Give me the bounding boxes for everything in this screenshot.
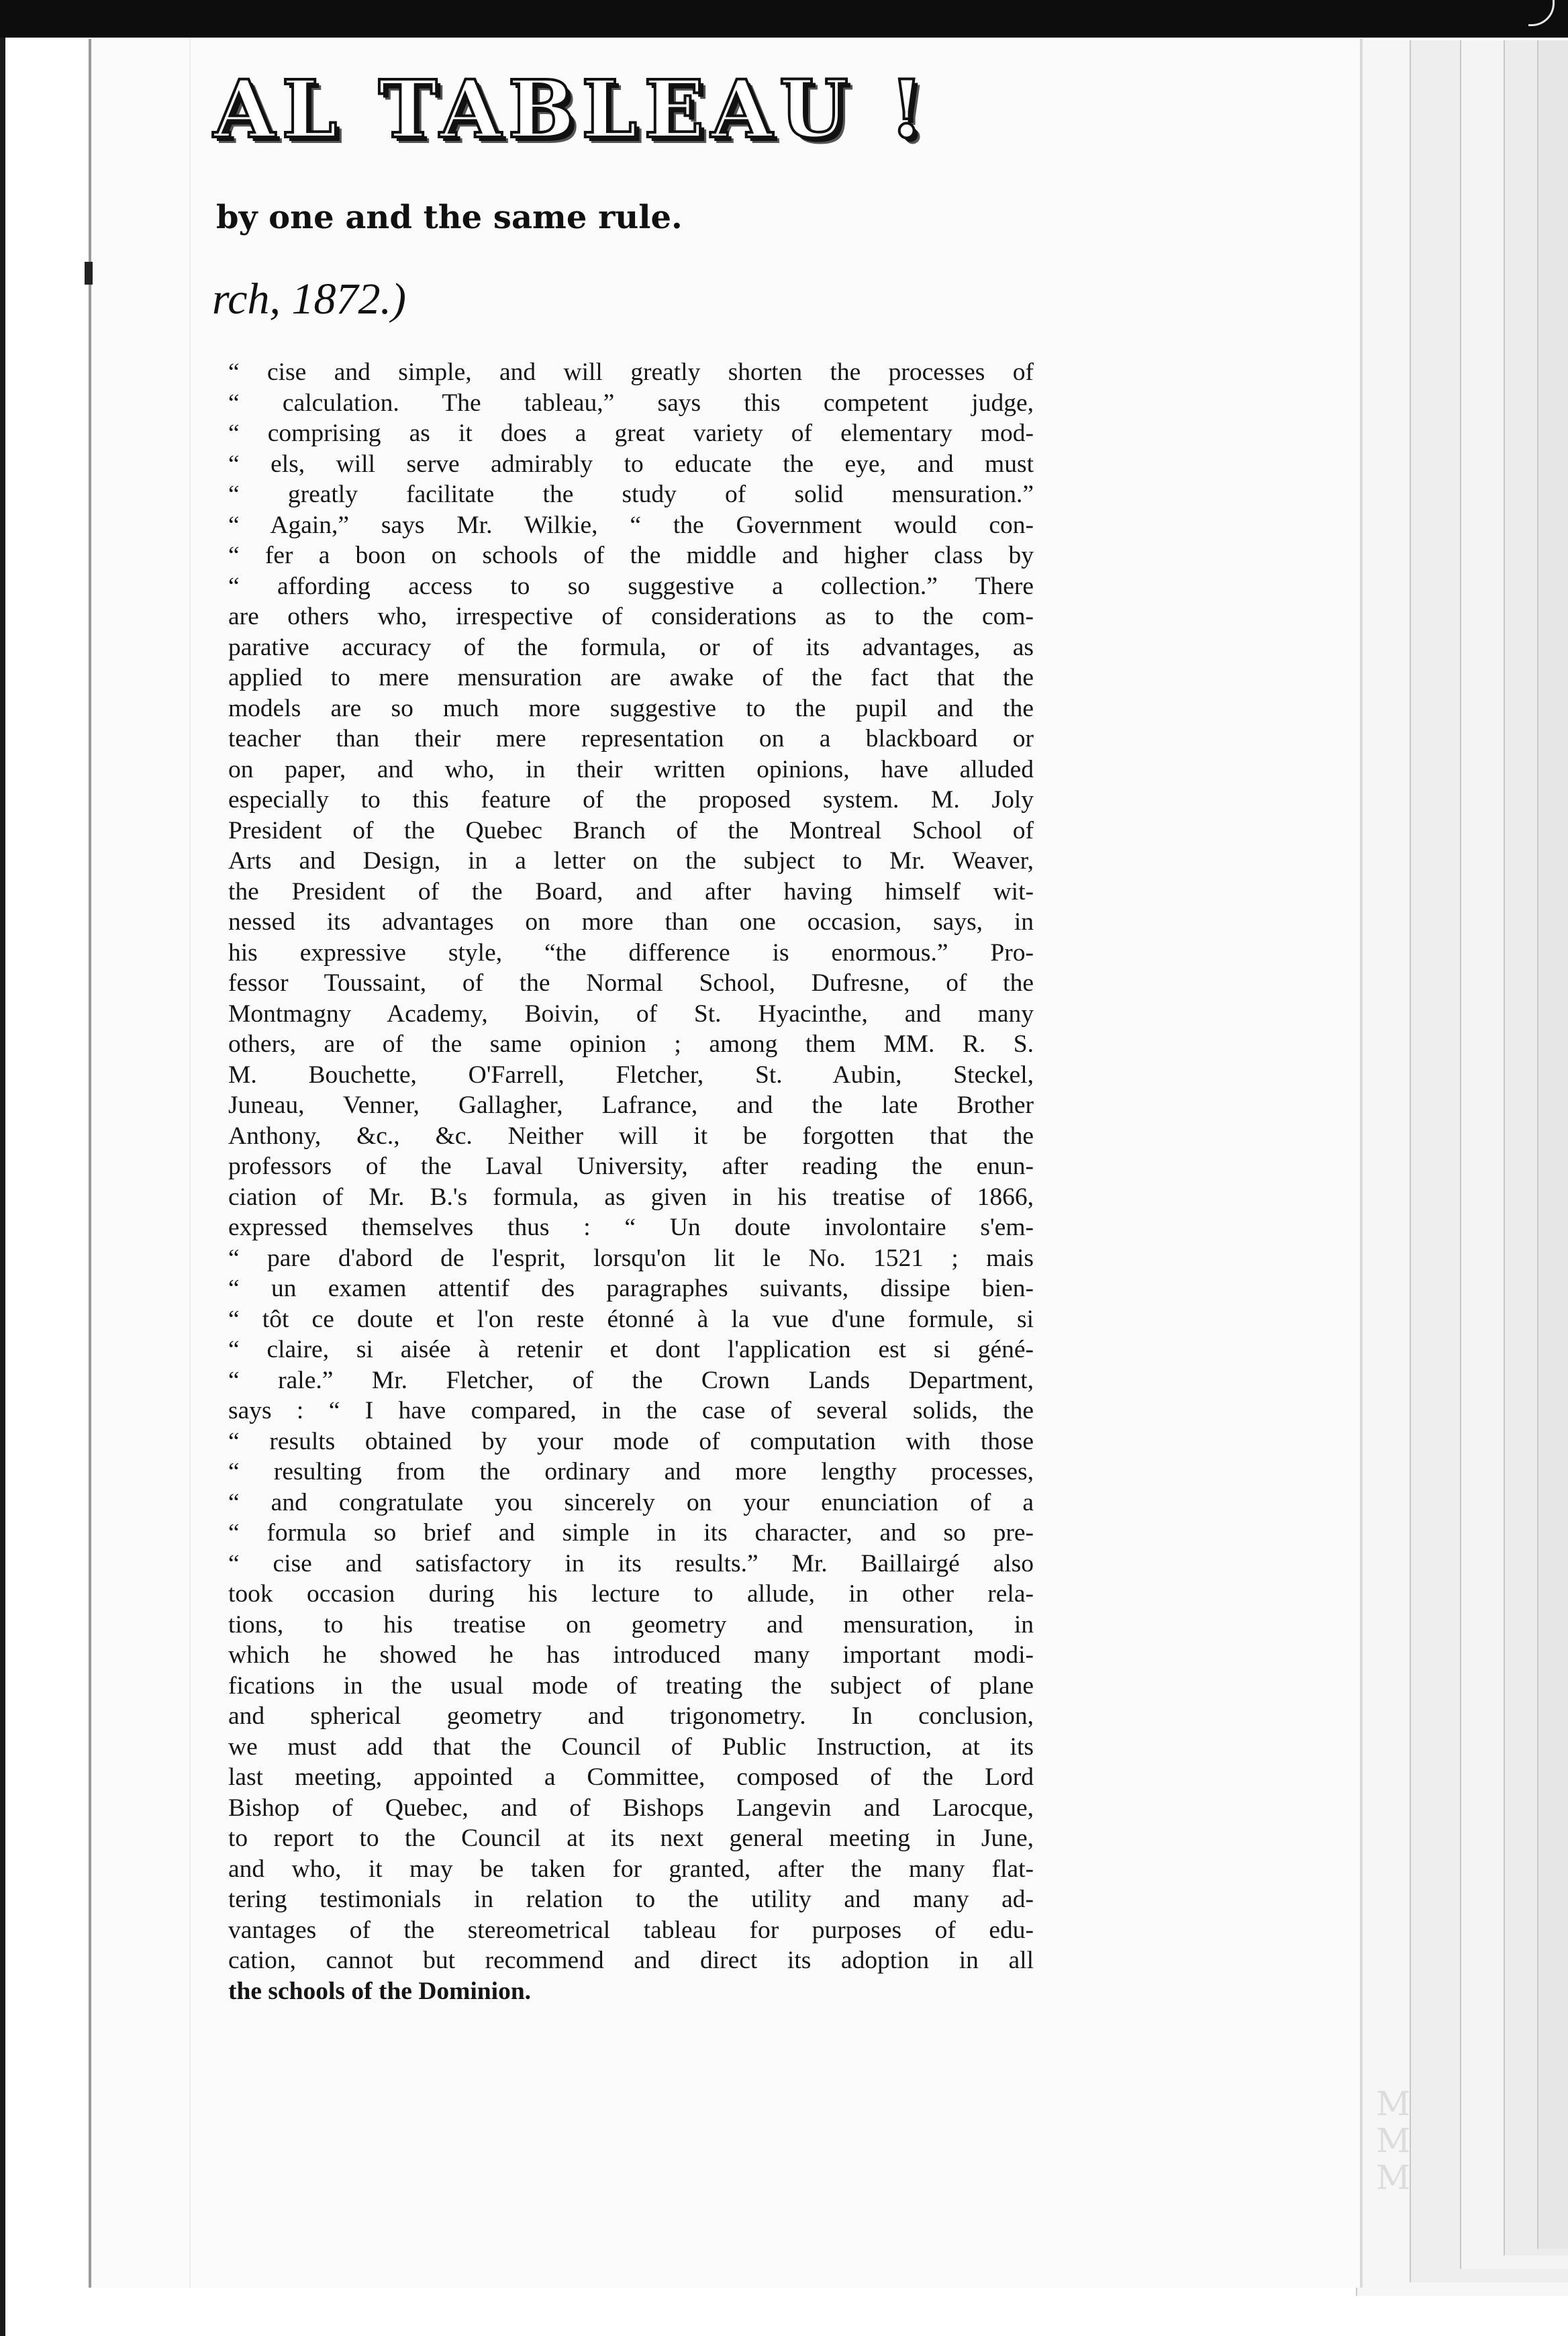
- article-line: Anthony, &c., &c. Neither will it be forgotten that the: [228, 1122, 1034, 1150]
- article-line: cation, cannot but recommend and direct its adoption in all: [228, 1947, 1034, 1974]
- article-line: on paper, and who, in their written opinions, have alluded: [228, 755, 1034, 783]
- article-line: others, are of the same opinion ; among them MM. R. S.: [228, 1030, 1034, 1058]
- article-line: teacher than their mere representation on a blackboard or: [228, 725, 1034, 752]
- article-line: last meeting, appointed a Committee, composed of the Lord: [228, 1763, 1034, 1791]
- article-line: models are so much more suggestive to the pupil and the: [228, 694, 1034, 722]
- article-line: “ greatly facilitate the study of solid mensuration.”: [228, 481, 1034, 508]
- article-line: Montmagny Academy, Boivin, of St. Hyacinthe, and many: [228, 1000, 1034, 1028]
- article-line: his expressive style, “the difference is enormous.” Pro-: [228, 938, 1034, 967]
- page-edge: [1537, 40, 1568, 2249]
- article-line: Arts and Design, in a letter on the subject to Mr. Weaver,: [228, 847, 1034, 875]
- article-line: the President of the Board, and after having himself wit-: [228, 877, 1034, 906]
- article-line: says : “ I have compared, in the case of several solids, the: [228, 1397, 1034, 1424]
- gutter-mark: [85, 262, 93, 285]
- article-line: “ claire, si aisée à retenir et dont l'application est si géné-: [228, 1336, 1034, 1363]
- article-line: we must add that the Council of Public Instruction, at its: [228, 1733, 1034, 1761]
- article-line: are others who, irrespective of considerations as to the com-: [228, 603, 1034, 630]
- scan-left-border: [0, 38, 5, 2336]
- article-line: Juneau, Venner, Gallagher, Lafrance, and the late Brother: [228, 1091, 1034, 1119]
- article-line: “ Again,” says Mr. Wilkie, “ the Government would con-: [228, 511, 1034, 539]
- article-line: “ els, will serve admirably to educate the eye, and must: [228, 450, 1034, 478]
- page-subtitle: by one and the same rule.: [216, 199, 683, 236]
- article-line: President of the Quebec Branch of the Montreal School of: [228, 816, 1034, 844]
- article-line: and spherical geometry and trigonometry. In conclusion,: [228, 1702, 1034, 1730]
- dateline: rch, 1872.): [212, 275, 407, 324]
- show-through-text: M: [1376, 2084, 1411, 2123]
- article-body: [228, 357, 1034, 2006]
- article-line: to report to the Council at its next general meeting in June,: [228, 1824, 1034, 1852]
- article-line: tering testimonials in relation to the utility and many ad-: [228, 1886, 1034, 1913]
- article-line: tions, to his treatise on geometry and mensuration, in: [228, 1610, 1034, 1639]
- article-line: M. Bouchette, O'Farrell, Fletcher, St. Aubin, Steckel,: [228, 1061, 1034, 1089]
- article-line: vantages of the stereometrical tableau for purposes of edu-: [228, 1916, 1034, 1944]
- article-line: “ affording access to so suggestive a collection.” There: [228, 572, 1034, 600]
- article-line: expressed themselves thus : “ Un doute involontaire s'em-: [228, 1214, 1034, 1241]
- article-line: the schools of the Dominion.: [228, 1977, 532, 2005]
- article-line: professors of the Laval University, after reading the enun-: [228, 1153, 1034, 1180]
- article-line: took occasion during his lecture to allude, in other rela-: [228, 1580, 1034, 1608]
- scan-top-border: [0, 0, 1568, 38]
- article-line: “ results obtained by your mode of computation with those: [228, 1427, 1034, 1455]
- article-line: ciation of Mr. B.'s formula, as given in his treatise of 1866,: [228, 1183, 1034, 1211]
- article-line: “ resulting from the ordinary and more lengthy processes,: [228, 1458, 1034, 1486]
- article-line: “ tôt ce doute et l'on reste étonné à la vue d'une formule, si: [228, 1305, 1034, 1333]
- article-line: “ fer a boon on schools of the middle and higher class by: [228, 542, 1034, 569]
- article-line: “ un examen attentif des paragraphes suivants, dissipe bien-: [228, 1275, 1034, 1302]
- article-line: which he showed he has introduced many important modi-: [228, 1641, 1034, 1669]
- article-line: and who, it may be taken for granted, after the many flat-: [228, 1855, 1034, 1883]
- article-line: nessed its advantages on more than one occasion, says, in: [228, 908, 1034, 936]
- article-line: “ and congratulate you sincerely on your enunciation of a: [228, 1488, 1034, 1516]
- page-fold-line: [189, 39, 191, 2288]
- article-line: “ rale.” Mr. Fletcher, of the Crown Lands Department,: [228, 1366, 1034, 1394]
- article-line: “ cise and satisfactory in its results.” Mr. Baillairgé also: [228, 1549, 1034, 1577]
- article-line: “ comprising as it does a great variety of elementary mod-: [228, 420, 1034, 447]
- article-line: “ formula so brief and simple in its character, and so pre-: [228, 1519, 1034, 1547]
- article-line: “ pare d'abord de l'esprit, lorsqu'on lit le No. 1521 ; mais: [228, 1244, 1034, 1272]
- article-line: parative accuracy of the formula, or of its advantages, as: [228, 633, 1034, 661]
- show-through-text: M: [1376, 2121, 1411, 2160]
- article-line: “ calculation. The tableau,” says this competent judge,: [228, 389, 1034, 417]
- page-title: AL TABLEAU !: [213, 62, 931, 156]
- article-line: fications in the usual mode of treating the subject of plane: [228, 1671, 1034, 1700]
- show-through-text: M: [1376, 2158, 1411, 2197]
- article-line: fessor Toussaint, of the Normal School, Dufresne, of the: [228, 969, 1034, 997]
- article-line: Bishop of Quebec, and of Bishops Langevin and Larocque,: [228, 1794, 1034, 1822]
- article-line: “ cise and simple, and will greatly shorten the processes of: [228, 358, 1034, 386]
- article-line: applied to mere mensuration are awake of the fact that the: [228, 664, 1034, 691]
- article-line: especially to this feature of the proposed system. M. Joly: [228, 786, 1034, 814]
